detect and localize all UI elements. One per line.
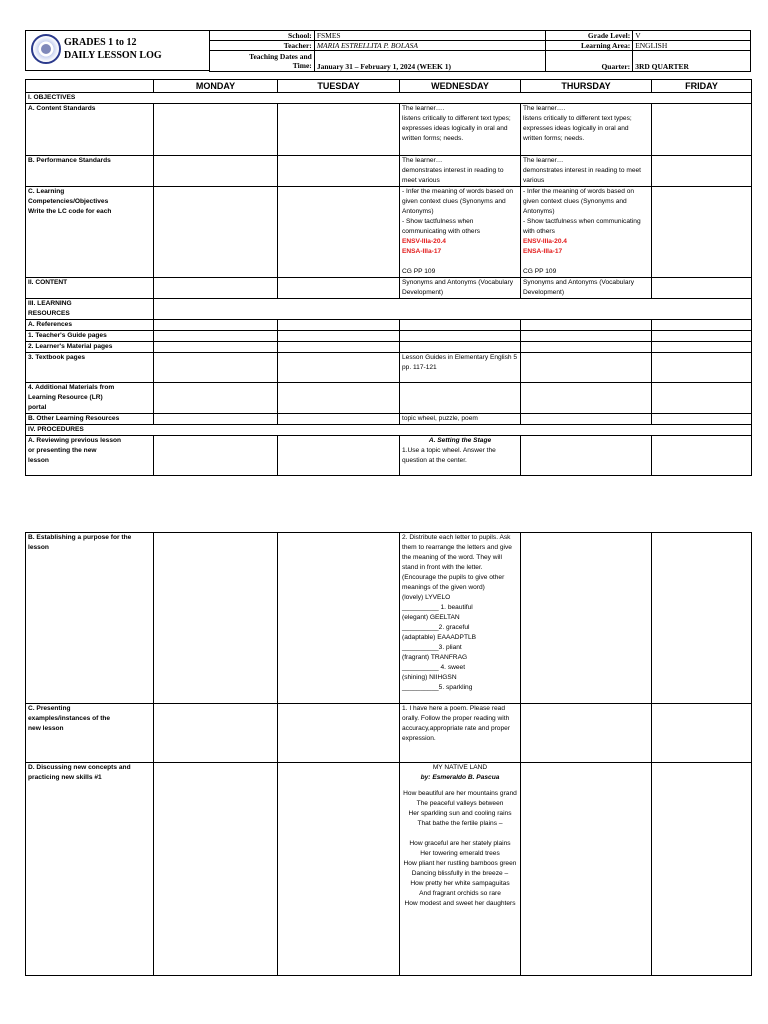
- cell: [154, 104, 278, 156]
- cell: [278, 383, 400, 414]
- cell: [278, 342, 400, 353]
- cell: [400, 331, 521, 342]
- cell: [278, 104, 400, 156]
- cell: [652, 187, 752, 278]
- day-wednesday: WEDNESDAY: [400, 80, 521, 93]
- lesson-table-page1: [25, 79, 752, 476]
- dates-label-line1: Teaching Dates and: [249, 52, 312, 61]
- title-line2: DAILY LESSON LOG: [64, 50, 162, 61]
- teacher-label: Teacher:: [210, 41, 315, 51]
- poem-author: by: Esmeraldo B. Pascua: [420, 774, 500, 781]
- grade-label: Grade Level:: [546, 31, 633, 41]
- textbook-wed: Lesson Guides in Elementary English 5 pp. 117-121: [400, 353, 521, 383]
- cell: [652, 353, 752, 383]
- content-standards-label: A. Content Standards: [26, 104, 154, 156]
- cell: [652, 104, 752, 156]
- cell: [154, 156, 278, 187]
- setting-stage-title: A. Setting the Stage: [428, 437, 492, 444]
- procedures-heading: IV. PROCEDURES: [26, 425, 752, 436]
- cell: [154, 353, 278, 383]
- cell: [652, 704, 752, 763]
- cell: [154, 704, 278, 763]
- presenting-label: C. Presenting examples/instances of the new lesson: [26, 704, 154, 763]
- cell: [521, 414, 652, 425]
- discussing-label: D. Discussing new concepts and practicing new skills #1: [26, 763, 154, 976]
- content-standards-wed: The learner…. listens critically to different text types; expresses ideas logically in oral and written forms; needs.: [400, 104, 521, 156]
- cell: [652, 383, 752, 414]
- cell: [278, 331, 400, 342]
- performance-standards-thu: The learner… demonstrates interest in reading to meet various: [521, 156, 652, 187]
- school-label: School:: [210, 31, 315, 41]
- cell: [278, 436, 400, 476]
- corner-cell: [26, 80, 154, 93]
- competencies-text: - Infer the meaning of words based on given context clues (Synonyms and Antonyms) - Show tactfulness when communicating with others: [523, 188, 641, 235]
- cell: [154, 187, 278, 278]
- teachers-guide-label: 1. Teacher's Guide pages: [26, 331, 154, 342]
- cell: [652, 533, 752, 704]
- cell: [278, 414, 400, 425]
- cell: [652, 331, 752, 342]
- quarter-label: Quarter:: [546, 51, 633, 72]
- purpose-label: B. Establishing a purpose for the lesson: [26, 533, 154, 704]
- quarter-value: 3RD QUARTER: [633, 51, 751, 72]
- cell: [652, 763, 752, 976]
- cell: [278, 187, 400, 278]
- cell: [154, 299, 752, 320]
- competencies-text: - Infer the meaning of words based on given context clues (Synonyms and Antonyms) - Show tactfulness when communicating with others: [402, 188, 514, 235]
- cell: [521, 383, 652, 414]
- cell: [154, 320, 278, 331]
- dates-label-line2: Time:: [292, 61, 312, 70]
- lesson-table-page2: [25, 532, 752, 976]
- dates-value: January 31 – February 1, 2024 (WEEK 1): [314, 51, 546, 72]
- title-line1: GRADES 1 to 12: [64, 37, 137, 48]
- poem-title: MY NATIVE LAND: [432, 764, 488, 771]
- cell: [154, 342, 278, 353]
- day-tuesday: TUESDAY: [278, 80, 400, 93]
- teacher-value: MARIA ESTRELLITA P. BOLASA: [314, 41, 546, 51]
- cell: [278, 278, 400, 299]
- performance-standards-wed: The learner… demonstrates interest in reading to meet various: [400, 156, 521, 187]
- competencies-wed: [400, 187, 521, 278]
- lc-code-1: ENSV-IIIa-20.4: [402, 238, 446, 245]
- cell: [278, 533, 400, 704]
- content-label: II. CONTENT: [26, 278, 154, 299]
- grade-value: V: [633, 31, 751, 41]
- dates-label: [210, 51, 315, 72]
- cell: [521, 331, 652, 342]
- area-label: Learning Area:: [546, 41, 633, 51]
- presenting-wed: 1. I have here a poem. Please read orally. Follow the proper reading with accuracy,appropriate rate and proper expression.: [400, 704, 521, 763]
- cell: [521, 353, 652, 383]
- reviewing-label: A. Reviewing previous lesson or presenting the new lesson: [26, 436, 154, 476]
- day-thursday: THURSDAY: [521, 80, 652, 93]
- cell: [521, 436, 652, 476]
- cell: [521, 320, 652, 331]
- cell: [652, 156, 752, 187]
- cell: [400, 342, 521, 353]
- cell: [154, 763, 278, 976]
- discussing-wed: [400, 763, 521, 976]
- area-value: ENGLISH: [633, 41, 751, 51]
- other-resources-label: B. Other Learning Resources: [26, 414, 154, 425]
- cell: [400, 320, 521, 331]
- cell: [154, 278, 278, 299]
- cell: [278, 763, 400, 976]
- header: [25, 30, 751, 71]
- cell: [400, 383, 521, 414]
- cell: [278, 156, 400, 187]
- cell: [521, 704, 652, 763]
- additional-materials-label: 4. Additional Materials from Learning Resource (LR) portal: [26, 383, 154, 414]
- cell: [652, 342, 752, 353]
- cell: [278, 320, 400, 331]
- cell: [652, 278, 752, 299]
- lc-code-2: ENSA-IIIa-17: [402, 248, 442, 255]
- objectives-heading: I. OBJECTIVES: [26, 93, 752, 104]
- lc-code-1: ENSV-IIIa-20.4: [523, 238, 567, 245]
- cell: [278, 704, 400, 763]
- cg-reference: CG PP 109: [402, 268, 436, 275]
- school-value: FSMES: [314, 31, 546, 41]
- other-resources-wed: topic wheel, puzzle, poem: [400, 414, 521, 425]
- competencies-label: C. Learning Competencies/Objectives Write the LC code for each: [26, 187, 154, 278]
- poem-body: How beautiful are her mountains grand The peaceful valleys between Her sparkling sun and cooling rains That bathe the fertile plains – How graceful are her stately plains Her towering emerald trees How pliant her rustling bamboos green Dancing blissfully in the breeze – How pretty her white sampaguitas And fragrant orchids so rare How modest and sweet her daughters: [403, 790, 517, 907]
- reviewing-wed: [400, 436, 521, 476]
- day-monday: MONDAY: [154, 80, 278, 93]
- cell: [154, 414, 278, 425]
- cg-reference: CG PP 109: [523, 268, 557, 275]
- cell: [652, 320, 752, 331]
- cell: [521, 533, 652, 704]
- content-wed: Synonyms and Antonyms (Vocabulary Development): [400, 278, 521, 299]
- cell: [521, 763, 652, 976]
- cell: [278, 353, 400, 383]
- cell: [154, 383, 278, 414]
- cell: [652, 436, 752, 476]
- info-table: [209, 30, 751, 72]
- content-thu: Synonyms and Antonyms (Vocabulary Development): [521, 278, 652, 299]
- textbook-label: 3. Textbook pages: [26, 353, 154, 383]
- cell: [154, 436, 278, 476]
- cell: [521, 342, 652, 353]
- learning-resources-label: III. LEARNING RESOURCES: [26, 299, 154, 320]
- cell: [154, 533, 278, 704]
- deped-seal-icon: [31, 34, 61, 64]
- performance-standards-label: B. Performance Standards: [26, 156, 154, 187]
- learners-material-label: 2. Learner's Material pages: [26, 342, 154, 353]
- content-standards-thu: The learner…. listens critically to different text types; expresses ideas logically in oral and written forms; needs.: [521, 104, 652, 156]
- cell: [154, 331, 278, 342]
- lc-code-2: ENSA-IIIa-17: [523, 248, 563, 255]
- reviewing-text: 1.Use a topic wheel. Answer the question at the center.: [402, 447, 496, 464]
- cell: [652, 414, 752, 425]
- day-friday: FRIDAY: [652, 80, 752, 93]
- competencies-thu: [521, 187, 652, 278]
- references-label: A. References: [26, 320, 154, 331]
- purpose-wed: 2. Distribute each letter to pupils. Ask them to rearrange the letters and give the meaning of the word. They will stand in front with the letter. (Encourage the pupils to give other meanings of the given word) (lovely) LYVELO __________ 1. beautiful (elegant) GEELTAN __________2. graceful (adaptable) EAAADPTLB __________3. pliant (fragrant) TRANFRAG __________ 4. sweet (shining) NIIHGSN __________5. sparkling: [400, 533, 521, 704]
- logo-box: [25, 30, 210, 71]
